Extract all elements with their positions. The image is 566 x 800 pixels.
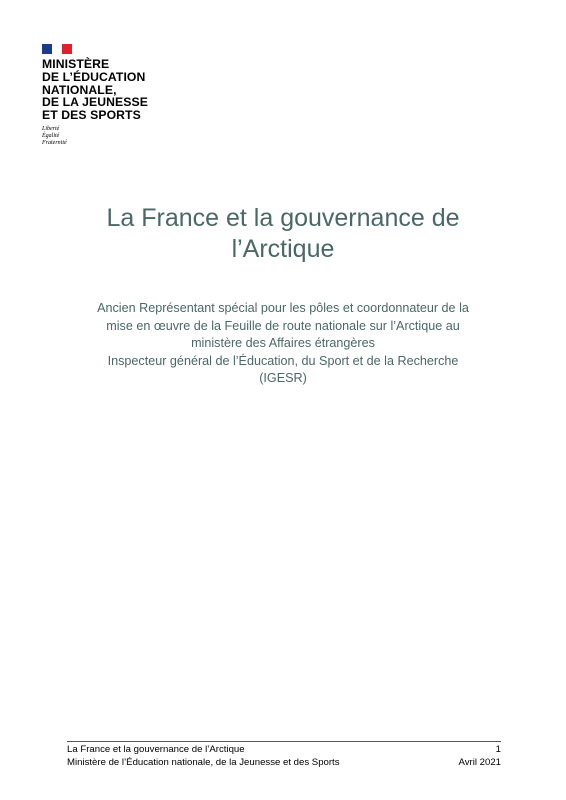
ministry-name — [42, 58, 162, 122]
footer-row — [67, 743, 501, 756]
ministry-name-line: DE LA JEUNESSE — [42, 95, 148, 110]
author-description-line: ministère des Affaires étrangères — [191, 336, 375, 350]
author-description-line: mise en œuvre de la Feuille de route nationale sur l’Arctique au — [106, 318, 460, 333]
ministry-name-line: MINISTÈRE — [42, 57, 110, 71]
ministry-name-line: DE L’ÉDUCATION — [42, 69, 146, 84]
page-number: 1 — [495, 744, 501, 755]
author-description — [40, 300, 526, 388]
motto-line: Fraternité — [42, 139, 67, 146]
footer-row — [67, 756, 501, 769]
ministry-name-line: NATIONALE, — [42, 82, 117, 97]
author-description-line: Inspecteur général de l’Éducation, du Sport et de la Recherche — [107, 353, 459, 368]
author-description-line: Ancien Représentant spécial pour les pôles et coordonnateur de la — [97, 301, 469, 315]
footer-ministry: Ministère de l’Éducation nationale, de la Jeunesse et des Sports — [67, 757, 340, 768]
ministry-name-line: ET DES SPORTS — [42, 108, 141, 123]
author-description-line: (IGESR) — [259, 371, 307, 385]
ministry-logo — [42, 44, 162, 147]
motto-line: Égalité — [42, 132, 60, 139]
footer-doc-title: La France et la gouvernance de l’Arctique — [67, 744, 245, 755]
page-footer — [67, 741, 501, 769]
republic-motto — [42, 126, 162, 147]
french-flag-icon — [42, 44, 72, 54]
footer-date: Avril 2021 — [458, 757, 501, 768]
document-title — [40, 203, 526, 265]
document-title-line: l’Arctique — [231, 235, 335, 263]
motto-line: Liberté — [42, 125, 60, 132]
document-title-line: La France et la gouvernance de — [106, 204, 460, 232]
